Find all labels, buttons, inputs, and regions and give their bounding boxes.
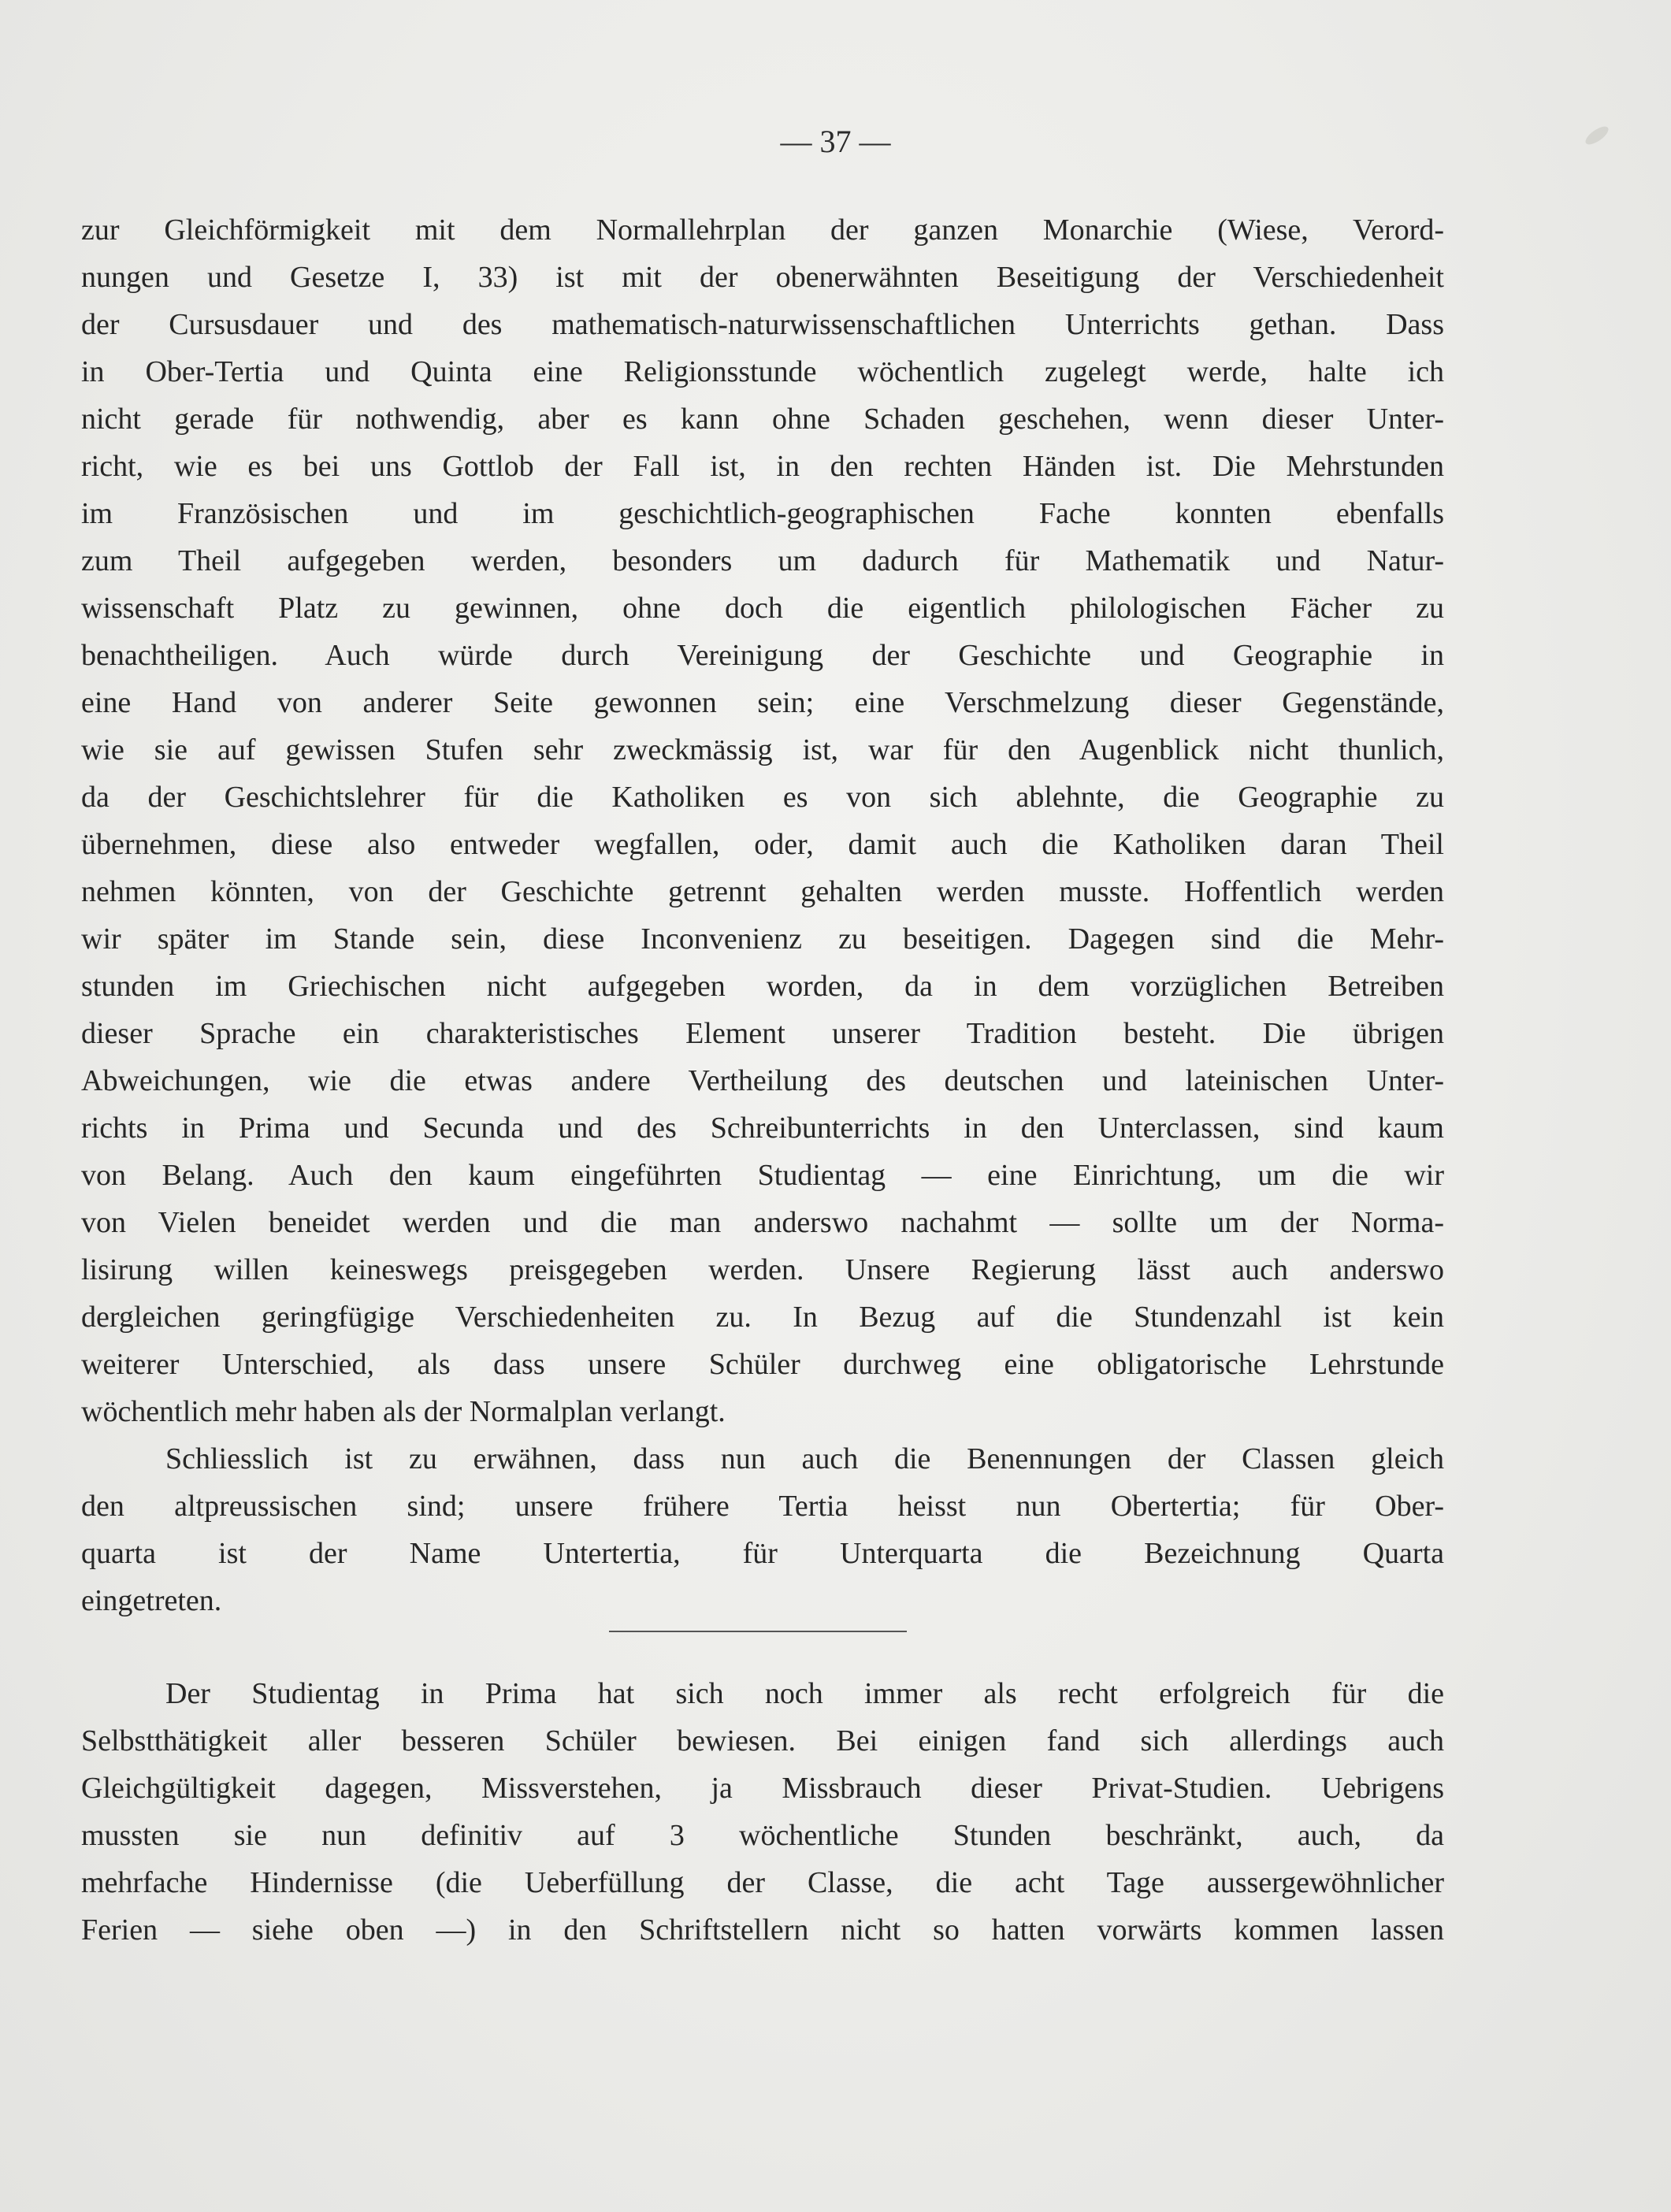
paragraph-block-2	[81, 1670, 1444, 1954]
text-line: wöchentlich mehr haben als der Normalplan verlangt.	[81, 1395, 726, 1428]
text-line: wir später im Stande sein, diese Inconvenienz zu beseitigen. Dagegen sind die Mehr-	[81, 922, 1444, 956]
text-line: nehmen könnten, von der Geschichte getrennt gehalten werden musste. Hoffentlich werden	[81, 875, 1444, 908]
text-line: dieser Sprache ein charakteristisches Element unserer Tradition besteht. Die übrigen	[81, 1017, 1444, 1050]
text-line: eine Hand von anderer Seite gewonnen sein; eine Verschmelzung dieser Gegenstände,	[81, 686, 1444, 719]
text-line: von Belang. Auch den kaum eingeführten Studientag — eine Einrichtung, um die wir	[81, 1159, 1444, 1192]
text-line: Abweichungen, wie die etwas andere Vertheilung des deutschen und lateinischen Unter-	[81, 1064, 1444, 1097]
text-line: zum Theil aufgegeben werden, besonders um dadurch für Mathematik und Natur-	[81, 544, 1444, 577]
text-line: eingetreten.	[81, 1584, 222, 1617]
text-line: stunden im Griechischen nicht aufgegeben worden, da in dem vorzüglichen Betreiben	[81, 970, 1444, 1003]
text-line: den altpreussischen sind; unsere frühere Tertia heisst nun Obertertia; für Ober-	[81, 1490, 1444, 1523]
text-line: im Französischen und im geschichtlich-geographischen Fache konnten ebenfalls	[81, 497, 1444, 530]
text-line: von Vielen beneidet werden und die man anderswo nachahmt — sollte um der Norma-	[81, 1206, 1444, 1239]
text-line: wissenschaft Platz zu gewinnen, ohne doch die eigentlich philologischen Fächer zu	[81, 592, 1444, 625]
text-line: benachtheiligen. Auch würde durch Vereinigung der Geschichte und Geographie in	[81, 639, 1444, 672]
text-line: weiterer Unterschied, als dass unsere Schüler durchweg eine obligatorische Lehrstunde	[81, 1348, 1444, 1381]
text-line: Schliesslich ist zu erwähnen, dass nun auch die Benennungen der Classen gleich	[165, 1442, 1444, 1475]
text-line: Gleichgültigkeit dagegen, Missverstehen, ja Missbrauch dieser Privat-Studien. Uebrigens	[81, 1772, 1444, 1805]
page-number: — 37 —	[780, 124, 891, 159]
section-divider	[609, 1631, 907, 1632]
text-line: wie sie auf gewissen Stufen sehr zweckmässig ist, war für den Augenblick nicht thunlich,	[81, 733, 1444, 766]
text-line: Der Studientag in Prima hat sich noch immer als recht erfolgreich für die	[165, 1677, 1444, 1710]
paragraph-block-1	[81, 206, 1444, 1624]
text-line: lisirung willen keineswegs preisgegeben werden. Unsere Regierung lässt auch anderswo	[81, 1253, 1444, 1286]
text-line: richt, wie es bei uns Gottlob der Fall ist, in den rechten Händen ist. Die Mehrstunden	[81, 450, 1444, 483]
text-line: dergleichen geringfügige Verschiedenheiten zu. In Bezug auf die Stundenzahl ist kein	[81, 1301, 1444, 1334]
text-line: nungen und Gesetze I, 33) ist mit der obenerwähnten Beseitigung der Verschiedenheit	[81, 261, 1444, 294]
text-line: mehrfache Hindernisse (die Ueberfüllung der Classe, die acht Tage aussergewöhnlicher	[81, 1866, 1444, 1899]
text-line: der Cursusdauer und des mathematisch-naturwissenschaftlichen Unterrichts gethan. Dass	[81, 308, 1444, 341]
text-line: quarta ist der Name Untertertia, für Unterquarta die Bezeichnung Quarta	[81, 1537, 1444, 1570]
text-line: da der Geschichtslehrer für die Katholiken es von sich ablehnte, die Geographie zu	[81, 781, 1444, 814]
text-line: Ferien — siehe oben —) in den Schriftstellern nicht so hatten vorwärts kommen lassen	[81, 1913, 1444, 1947]
text-line: richts in Prima und Secunda und des Schreibunterrichts in den Unterclassen, sind kaum	[81, 1112, 1444, 1145]
text-line: mussten sie nun definitiv auf 3 wöchentliche Stunden beschränkt, auch, da	[81, 1819, 1444, 1852]
text-line: nicht gerade für nothwendig, aber es kann ohne Schaden geschehen, wenn dieser Unter-	[81, 403, 1444, 436]
text-line: übernehmen, diese also entweder wegfallen, oder, damit auch die Katholiken daran Theil	[81, 828, 1444, 861]
text-line: Selbstthätigkeit aller besseren Schüler bewiesen. Bei einigen fand sich allerdings auch	[81, 1724, 1444, 1757]
text-line: in Ober-Tertia und Quinta eine Religionsstunde wöchentlich zugelegt werde, halte ich	[81, 355, 1444, 388]
text-line: zur Gleichförmigkeit mit dem Normallehrplan der ganzen Monarchie (Wiese, Verord-	[81, 213, 1444, 247]
